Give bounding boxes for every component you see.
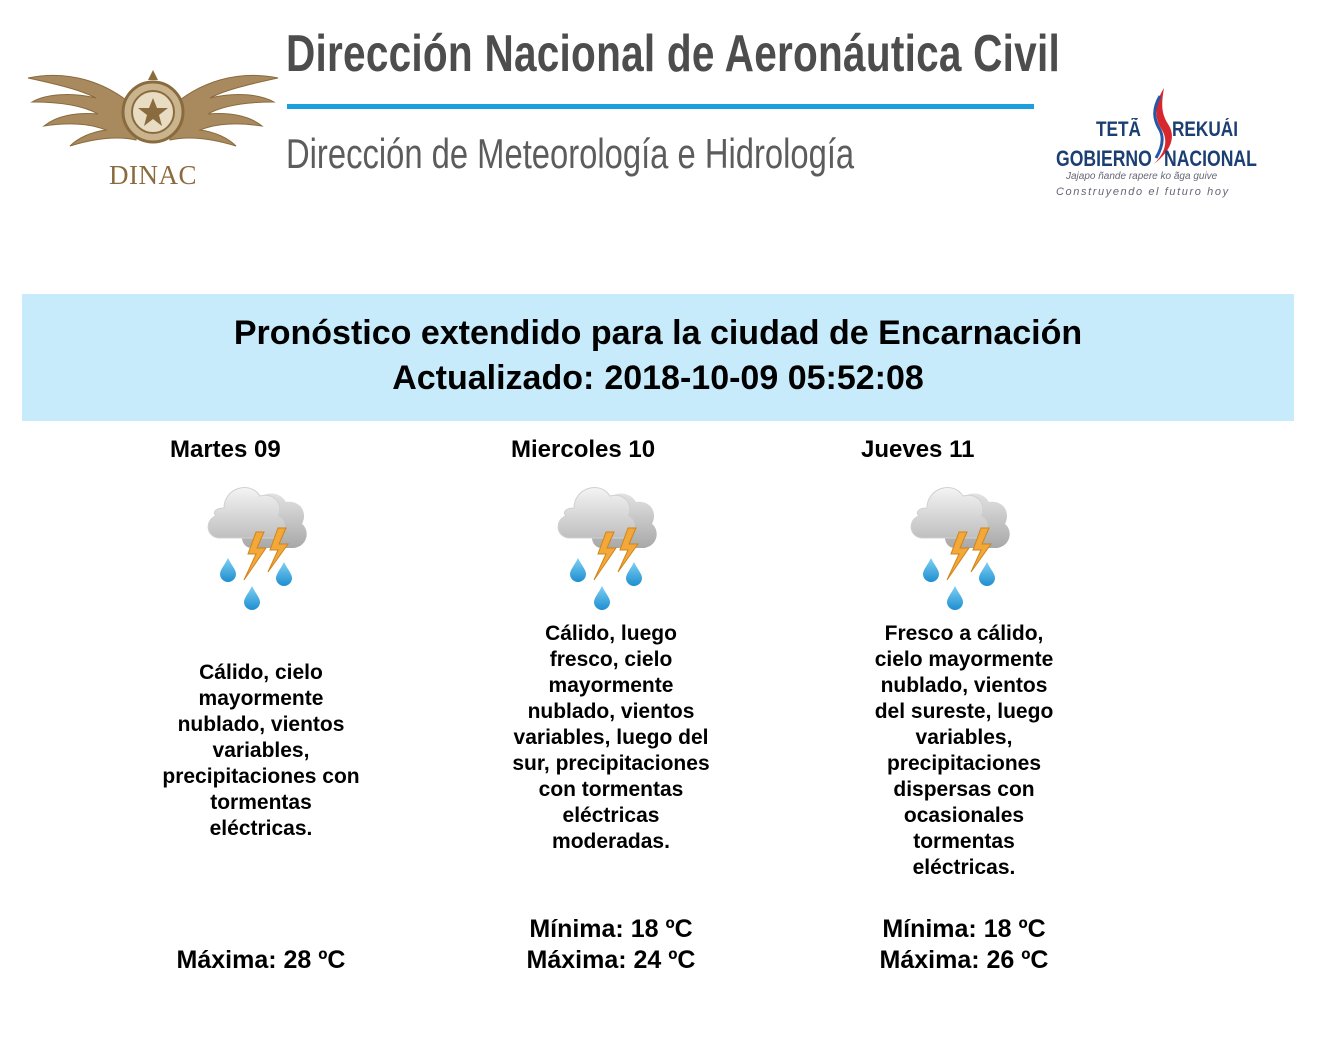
gov-logo-rekuai: REKUÁI [1172,118,1239,141]
day-description: Fresco a cálido, cielo mayormente nublado, vientos del sureste, luego variables, precipitaciones dispersas con ocasionales tormentas eléctricas. [874,622,1054,879]
day-column [500,430,830,990]
org-subtitle: Dirección de Meteorología e Hidrología [286,130,855,177]
day-name: Martes 09 [170,436,281,463]
day-column [853,430,1183,990]
cloud-rain-thunderstorm-icon [554,478,664,614]
day-description: Cálido, luego fresco, cielo mayormente nublado, vientos variables, luego del sur, precipitaciones con tormentas eléctricas moderadas. [512,622,710,853]
gov-logo-teta: TETÃ [1096,118,1141,141]
cloud-rain-thunderstorm-icon [907,478,1017,614]
max-temp [501,945,721,976]
day-column [150,430,480,990]
day-name: Miercoles 10 [511,436,656,463]
org-title: Dirección Nacional de Aeronáutica Civil [286,25,1060,83]
updated-value: 2018-10-09 05:52:08 [604,359,924,397]
day-name: Jueves 11 [861,436,975,463]
header-divider [287,104,1034,109]
gov-logo-gobierno: GOBIERNO [1056,146,1152,171]
min-label: Mínima: [529,915,624,943]
min-temp [501,914,721,945]
forecast-updated [22,359,1294,398]
min-label: Mínima: [882,915,977,943]
min-value: 18 ºC [983,915,1046,943]
cloud-rain-thunderstorm-icon [204,478,314,614]
gov-logo-tagline: Construyendo el futuro hoy [1056,186,1230,198]
day-temperatures [501,914,721,976]
gov-logo-nacional: NACIONAL [1164,146,1257,171]
forecast-title-band [22,294,1294,421]
max-value: 26 ºC [986,946,1049,974]
min-value: 18 ºC [630,915,693,943]
min-temp [854,914,1074,945]
forecast-title: Pronóstico extendido para la ciudad de Encarnación [233,314,1083,352]
max-temp [854,945,1074,976]
max-label: Máxima: [526,946,627,974]
max-value: 28 ºC [283,946,346,974]
min-temp [151,914,371,945]
gov-logo-tagline-guarani: Jajapo ñande rapere ko ãga guive [1066,171,1218,182]
max-temp [151,945,371,976]
max-label: Máxima: [879,946,980,974]
day-description: Cálido, cielo mayormente nublado, vientos variables, precipitaciones con tormentas eléctricas. [162,661,360,840]
max-label: Máxima: [176,946,277,974]
dinac-label: DINAC [109,160,197,190]
day-temperatures [854,914,1074,976]
max-value: 24 ºC [633,946,696,974]
updated-label: Actualizado: [392,359,595,397]
day-temperatures [151,914,371,976]
